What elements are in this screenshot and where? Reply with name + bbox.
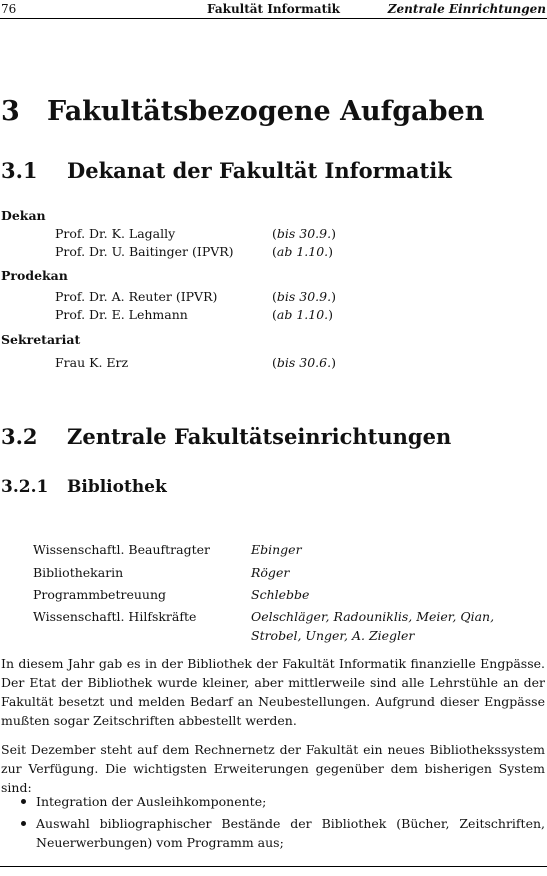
term-note: (ab 1.10.) — [272, 307, 334, 322]
list-item — [1, 814, 545, 852]
term-note: (ab 1.10.) — [272, 244, 334, 259]
list-item-text: Integration der Ausleihkomponente; — [36, 794, 267, 809]
bullet-icon — [21, 821, 26, 826]
body-paragraph: In diesem Jahr gab es in der Bibliothek der Fakultät Informatik finanzielle Engpässe. Der Etat der Bibliothek wurde kleiner, aber mittlerweile sind alle Lehrstühle an der Fakultät besetzt und melden Bedarf an Neubestellungen. Aufgrund dieser Engpässe mußten sogar Zeitschriften abbestellt werden. — [1, 656, 545, 728]
prodekan-label: Prodekan — [1, 268, 68, 283]
section-3-2-heading — [1, 424, 451, 449]
section-3-1-heading — [1, 158, 452, 183]
body-paragraph: Seit Dezember steht auf dem Rechnernetz der Fakultät ein neues Bibliothekssystem zur Verfügung. Die wichtigsten Erweiterungen gegenüber dem bisherigen System sind: — [1, 742, 545, 795]
person-name: Frau K. Erz — [55, 355, 129, 370]
staff-names: Strobel, Unger, A. Ziegler — [251, 628, 415, 643]
staff-names: Oelschläger, Radouniklis, Meier, Qian, — [251, 609, 495, 624]
section-title: Fakultätsbezogene Aufgaben — [47, 96, 485, 127]
section-number: 3.2.1 — [1, 477, 49, 497]
section-number: 3.2 — [1, 424, 38, 449]
staff-names: Ebinger — [251, 542, 302, 557]
bottom-rule — [0, 866, 547, 867]
header-center-title: Fakultät Informatik — [207, 2, 340, 16]
header-right-title: Zentrale Einrichtungen — [387, 2, 546, 16]
person-name: Prof. Dr. U. Baitinger (IPVR) — [55, 244, 234, 259]
person-name: Prof. Dr. K. Lagally — [55, 226, 176, 241]
section-3-2-1-heading — [1, 477, 167, 497]
section-title: Bibliothek — [67, 477, 167, 497]
staff-role: Bibliothekarin — [33, 565, 124, 580]
staff-names: Röger — [251, 565, 290, 580]
staff-role: Wissenschaftl. Beauftragter — [33, 542, 210, 557]
term-note: (bis 30.9.) — [272, 289, 336, 304]
running-header — [0, 0, 547, 19]
sekretariat-label: Sekretariat — [1, 332, 81, 347]
section-3-heading — [1, 96, 484, 127]
section-title: Zentrale Fakultätseinrichtungen — [67, 424, 452, 449]
staff-role: Programmbetreuung — [33, 587, 166, 602]
dekan-label: Dekan — [1, 208, 46, 223]
person-name: Prof. Dr. A. Reuter (IPVR) — [55, 289, 218, 304]
section-number: 3.1 — [1, 158, 38, 183]
staff-names: Schlebbe — [251, 587, 310, 602]
staff-role: Wissenschaftl. Hilfskräfte — [33, 609, 197, 624]
section-number: 3 — [1, 96, 20, 127]
term-note: (bis 30.6.) — [272, 355, 336, 370]
list-item — [1, 792, 545, 811]
page-number: 76 — [1, 2, 17, 16]
section-title: Dekanat der Fakultät Informatik — [67, 158, 452, 183]
person-name: Prof. Dr. E. Lehmann — [55, 307, 188, 322]
term-note: (bis 30.9.) — [272, 226, 336, 241]
bullet-icon — [21, 799, 26, 804]
list-item-text: Auswahl bibliographischer Bestände der Bibliothek (Bücher, Zeitschriften, Neuerwerbungen) vom Programm aus; — [36, 816, 545, 850]
bullet-list — [1, 792, 545, 855]
